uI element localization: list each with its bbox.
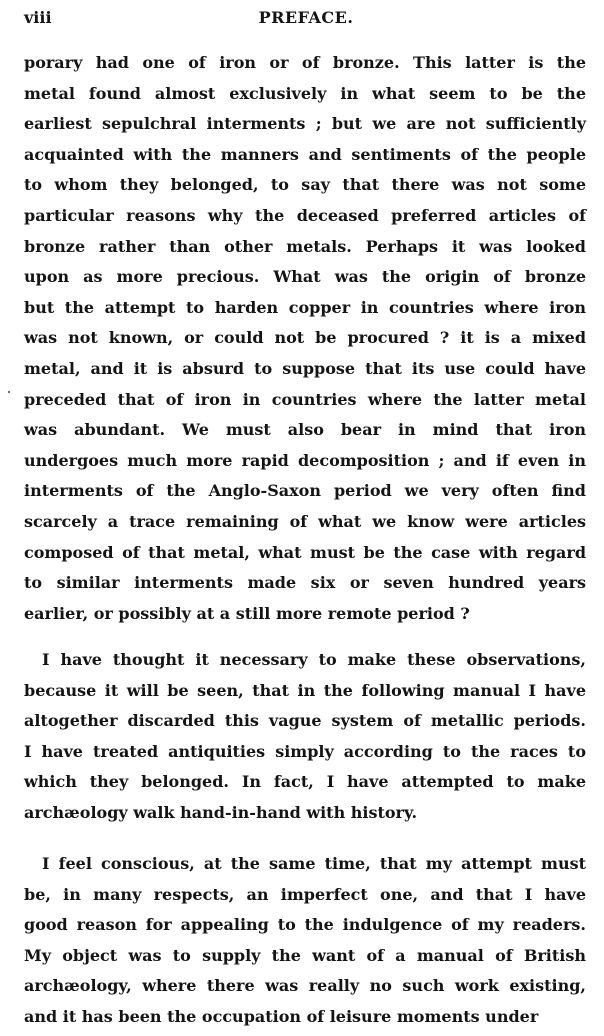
- paragraph-conscious: [24, 849, 586, 1033]
- text-line: good reason for appealing to the indulgence of my readers.: [24, 915, 586, 935]
- text-line: composed of that metal, what must be the case with regard: [24, 542, 586, 562]
- text-line: undergoes much more rapid decomposition ; and if even in: [24, 450, 586, 470]
- text-line: to whom they belonged, to say that there was not some: [24, 175, 586, 195]
- running-title: PREFACE.: [258, 8, 354, 27]
- text-line: altogether discarded this vague system of metallic periods.: [24, 711, 586, 731]
- text-line: interments of the Anglo-Saxon period we very often find: [24, 481, 586, 501]
- text-line: because it will be seen, that in the following manual I have: [24, 680, 586, 700]
- paragraph-observations: [24, 645, 586, 829]
- text-line: scarcely a trace remaining of what we know were articles: [24, 511, 586, 531]
- text-line: bronze rather than other metals. Perhaps it was looked: [24, 236, 586, 256]
- text-line: acquainted with the manners and sentiments of the people: [24, 144, 586, 164]
- text-line: My object was to supply the want of a manual of British: [24, 945, 586, 965]
- paragraph-continuation: [24, 48, 586, 629]
- text-line: was abundant. We must also bear in mind that iron: [24, 420, 586, 440]
- text-line: earlier, or possibly at a still more remote period ?: [24, 603, 470, 623]
- text-line: metal, and it is absurd to suppose that its use could have: [24, 358, 586, 378]
- text-line: I have thought it necessary to make these observations,: [42, 650, 586, 669]
- text-line: earliest sepulchral interments ; but we are not sufficiently: [24, 114, 586, 134]
- text-line: and it has been the occupation of leisure moments under: [24, 1006, 539, 1026]
- text-line: upon as more precious. What was the origin of bronze: [24, 267, 586, 287]
- text-line: to similar interments made six or seven hundred years: [24, 573, 586, 593]
- text-line: archæology walk hand-in-hand with history.: [24, 802, 418, 822]
- text-line: porary had one of iron or of bronze. This latter is the: [24, 53, 586, 72]
- text-line: particular reasons why the deceased preferred articles of: [24, 205, 586, 225]
- text-line: preceded that of iron in countries where the latter metal: [24, 389, 586, 409]
- text-line: I have treated antiquities simply according to the races to: [24, 741, 586, 761]
- text-line: was not known, or could not be procured ? it is a mixed: [24, 328, 586, 348]
- running-header: [24, 8, 588, 32]
- text-line: which they belonged. In fact, I have attempted to make: [24, 772, 586, 792]
- text-line: but the attempt to harden copper in countries where iron: [24, 297, 586, 317]
- text-line: be, in many respects, an imperfect one, and that I have: [24, 884, 586, 904]
- text-line: I feel conscious, at the same time, that my attempt must: [42, 854, 586, 873]
- stray-ink-mark: [8, 391, 10, 393]
- page-number: viii: [24, 8, 52, 27]
- text-line: archæology, where there was really no such work existing,: [24, 976, 586, 996]
- text-line: metal found almost exclusively in what seem to be the: [24, 83, 586, 103]
